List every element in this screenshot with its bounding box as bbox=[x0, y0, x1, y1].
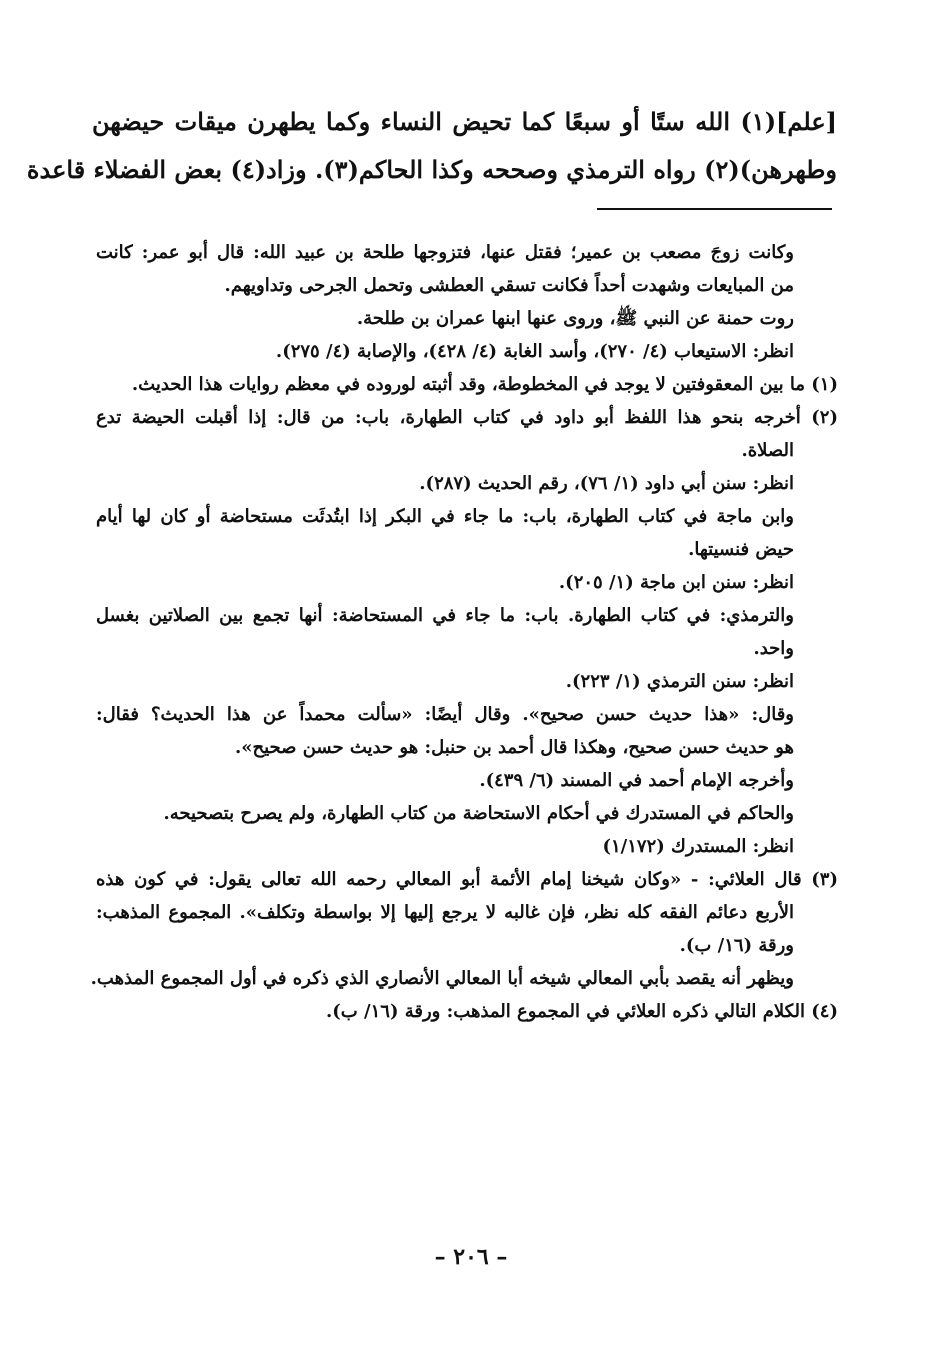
footnote-line: ويظهر أنه يقصد بأبي المعالي شيخه أبا المعالي الأنصاري الذي ذكره في أول المجموع المذهب. bbox=[90, 968, 794, 989]
page-number: – ٢٠٦ – bbox=[434, 1244, 508, 1270]
footnote-line: الصلاة. bbox=[741, 440, 794, 461]
footnote-line: انظر: سنن ابن ماجة (١/ ٢٠٥). bbox=[558, 572, 794, 593]
main-text-line-1: [علم](١) الله ستًا أو سبعًا كما تحيض النساء وكما يطهرن ميقات حيضهن bbox=[92, 107, 837, 136]
footnote-line: روت حمنة عن النبي ﷺ، وروى عنها ابنها عمران بن طلحة. bbox=[356, 308, 794, 329]
footnote-line: وابن ماجة في كتاب الطهارة، باب: ما جاء في البكر إذا ابتُدئَت مستحاضة أو كان لها أيام bbox=[96, 506, 794, 527]
footnote-line: (٢) أخرجه بنحو هذا اللفظ أبو داود في كتاب الطهارة، باب: من قال: إذا أقبلت الحيضة تدع bbox=[96, 407, 838, 428]
footnote-line: وكانت زوجَ مصعب بن عمير؛ فقتل عنها، فتزوجها طلحة بن عبيد الله: قال أبو عمر: كانت bbox=[96, 242, 794, 263]
footnote-line: وقال: «هذا حديث حسن صحيح». وقال أيضًا: «سألت محمداً عن هذا الحديث؟ فقال: bbox=[96, 704, 794, 725]
footnote-line: من المبايعات وشهدت أحداً فكانت تسقي العطشى وتحمل الجرحى وتداويهم. bbox=[224, 275, 794, 296]
footnote-line: انظر: سنن الترمذي (١/ ٢٢٣). bbox=[565, 671, 794, 692]
main-text bbox=[26, 98, 837, 194]
footnote-line: والحاكم في المستدرك في أحكام الاستحاضة من كتاب الطهارة، ولم يصرح بتصحيحه. bbox=[163, 803, 794, 824]
footnote-line: (١) ما بين المعقوفتين لا يوجد في المخطوطة، وقد أثبته لوروده في معظم روايات هذا الحديث. bbox=[131, 374, 838, 395]
footnote-line: الأربع دعائم الفقه كله نظر، فإن غالبه لا يرجع إليها إلا بواسطة وتكلف». المجموع المذهب: bbox=[96, 902, 794, 923]
footnote-line: انظر: سنن أبي داود (١/ ٧٦)، رقم الحديث (٢٨٧). bbox=[419, 473, 794, 494]
main-text-line-2: وطهرهن)(٢) رواه الترمذي وصححه وكذا الحاكم(٣). وزاد(٤) بعض الفضلاء قاعدة bbox=[26, 155, 837, 184]
footnote-line: (٤) الكلام التالي ذكره العلائي في المجموع المذهب: ورقة (١٦/ ب). bbox=[326, 1001, 838, 1022]
footnote-line: والترمذي: في كتاب الطهارة. باب: ما جاء في المستحاضة: أنها تجمع بين الصلاتين بغسل bbox=[96, 605, 794, 626]
footnote-line: هو حديث حسن صحيح، وهكذا قال أحمد بن حنبل: هو حديث حسن صحيح». bbox=[234, 737, 794, 758]
footnote-line: واحد. bbox=[753, 638, 794, 659]
footnote-line: حيض فنسيتها. bbox=[688, 539, 794, 560]
footnote-line: (٣) قال العلائي: - «وكان شيخنا إمام الأئمة أبو المعالي رحمه الله تعالى يقول: في كون هذه bbox=[96, 869, 838, 890]
footnote-line: وأخرجه الإمام أحمد في المسند (٦/ ٤٣٩). bbox=[479, 770, 794, 791]
footnotes bbox=[90, 236, 838, 1028]
footnote-line: انظر: الاستيعاب (٤/ ٢٧٠)، وأسد الغابة (٤/ ٤٢٨)، والإصابة (٤/ ٢٧٥). bbox=[275, 341, 794, 362]
footnote-separator bbox=[597, 208, 832, 210]
footnote-line: انظر: المستدرك (١/١٧٢) bbox=[602, 836, 794, 857]
footnote-line: ورقة (١٦/ ب). bbox=[679, 935, 794, 956]
